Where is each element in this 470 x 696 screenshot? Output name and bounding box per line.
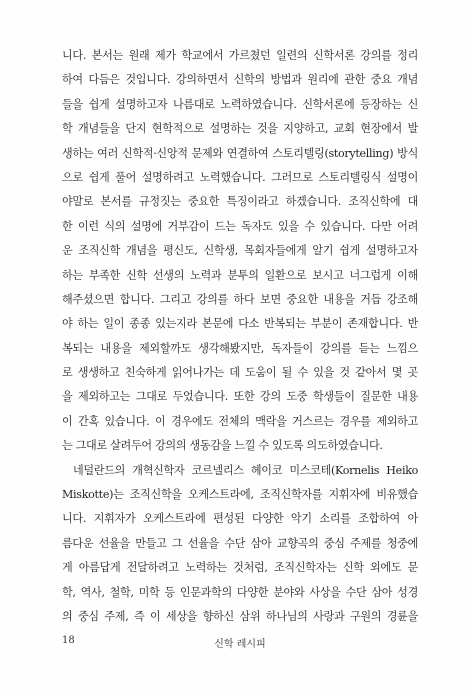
text-line: 들을 쉽게 설명하고자 나름대로 노력하였습니다. 신학서론에 등장하는 신: [62, 97, 418, 111]
page-number: 18: [62, 635, 75, 646]
text-line: 로 생생하고 친숙하게 읽어나가는 데 도움이 될 수 있을 것 같아서 몇 곳: [62, 366, 418, 380]
running-title: 신학 레시피: [214, 639, 266, 650]
text-line: 네덜란드의 개혁신학자 코르넬리스 헤이코 미스코테(Kornelis Heiko: [73, 463, 418, 477]
text-line: 학, 역사, 철학, 미학 등 인문과학의 다양한 분야와 사상을 수단 삼아 성경: [62, 585, 418, 599]
text-line: 학 개념들을 단지 현학적으로 설명하는 것을 지양하고, 교회 현장에서 발: [62, 122, 418, 136]
text-line: 이 간혹 있습니다. 이 경우에도 전체의 맥락을 거스르는 경우를 제외하고: [62, 414, 418, 428]
text-line: 야 하는 일이 종종 있는지라 본문에 다소 반복되는 부분이 존재합니다. 반: [62, 317, 418, 331]
text-line: 운 조직신학 개념을 평신도, 신학생, 목회자들에게 알기 쉽게 설명하고자: [62, 244, 418, 258]
text-line: 하는 부족한 신학 선생의 노력과 분투의 일환으로 보시고 너그럽게 이해: [62, 268, 418, 282]
text-line: 니다. 본서는 원래 제가 학교에서 가르쳤던 일련의 신학서론 강의를 정리: [62, 49, 418, 62]
text-line: 의 중심 주제, 즉 이 세상을 향하신 삼위 하나님의 사랑과 구원의 경륜을: [62, 609, 418, 623]
text-line: 니다. 지휘자가 오케스트라에 편성된 다양한 악기 소리를 조합하여 아: [62, 512, 418, 526]
text-line: Miskotte)는 조직신학을 오케스트라에, 조직신학자를 지휘자에 비유했습: [62, 488, 418, 502]
text-line: 하여 다듬은 것입니다. 강의하면서 신학의 방법과 원리에 관한 중요 개념: [62, 73, 418, 87]
text-line: 는 그대로 살려두어 강의의 생동감을 느낄 수 있도록 의도하였습니다.: [62, 439, 383, 453]
text-line: 게 아름답게 전달하려고 노력하는 것처럼, 조직신학자는 신학 외에도 문: [62, 561, 418, 575]
text-line: 해주셨으면 합니다. 그리고 강의를 하다 보면 중요한 내용을 거듭 강조해: [62, 292, 418, 306]
page-footer: [62, 635, 418, 655]
text-line: 으로 쉽게 풀어 설명하려고 노력했습니다. 그러므로 스토리텔링식 설명이: [62, 170, 418, 184]
text-line: 복되는 내용을 제외할까도 생각해봤지만, 독자들이 강의를 듣는 느낌으: [62, 341, 418, 355]
text-line: 야말로 본서를 규정짓는 중요한 특징이라고 하겠습니다. 조직신학에 대: [62, 195, 418, 209]
text-line: 한 이런 식의 설명에 거부감이 드는 독자도 있을 수 있습니다. 다만 어려: [62, 219, 418, 233]
body-text: [62, 44, 418, 629]
text-line: 름다운 선율을 만들고 그 선율을 수단 삼아 교향곡의 중심 주제를 청중에: [62, 536, 418, 550]
text-line: 을 제외하고는 그대로 두었습니다. 또한 강의 도중 학생들이 질문한 내용: [62, 390, 418, 404]
text-line: 생하는 여러 신학적·신앙적 문제와 연결하여 스토리텔링(storytelling) 방식: [62, 146, 418, 160]
